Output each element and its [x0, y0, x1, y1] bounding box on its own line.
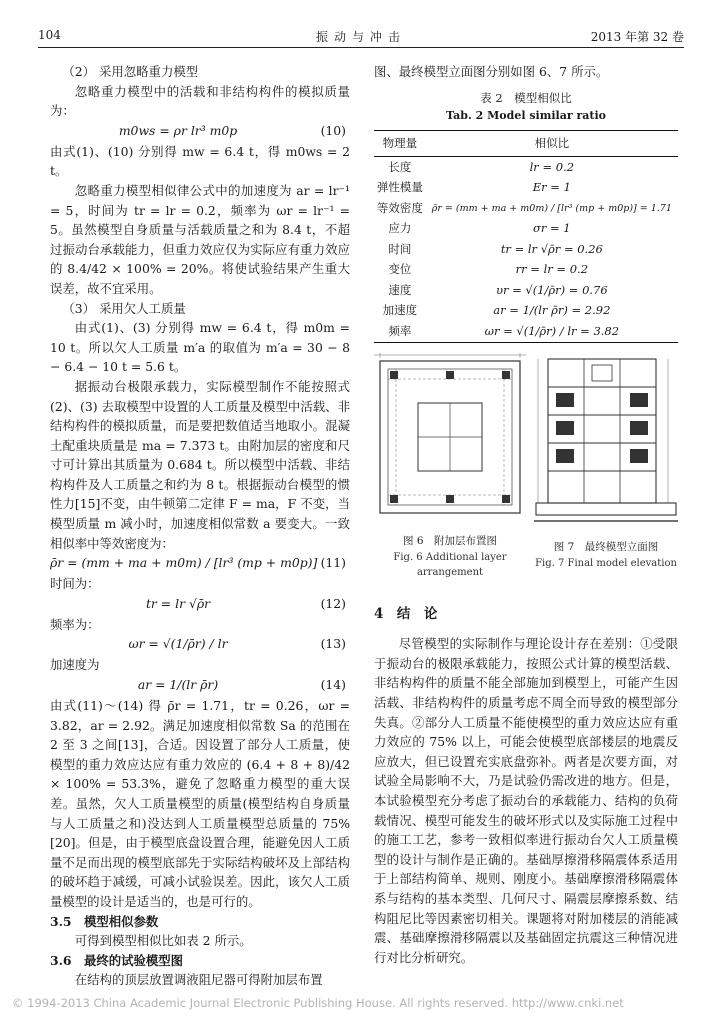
figure-7-caption-en: Fig. 7 Final model elevation — [535, 557, 677, 569]
copyright-footer: © 1994-2013 China Academic Journal Electronic Publishing House. All rights reserved. http://www.cnki.net — [12, 996, 624, 1010]
journal-name: 振动与冲击 — [315, 30, 406, 44]
table-row — [374, 321, 678, 342]
similarity-table — [374, 130, 678, 343]
figure-7 — [534, 353, 678, 572]
equation-number: (13) — [320, 636, 346, 652]
table-cell-ratio: tr = lr √ρ̄r = 0.26 — [500, 241, 603, 256]
table-row — [374, 301, 678, 322]
equation-14 — [50, 675, 350, 696]
table-header: 相似比 — [426, 130, 678, 157]
table-cell-quantity: 变位 — [388, 262, 412, 277]
header-rule — [38, 47, 684, 48]
equation-11 — [50, 553, 350, 574]
equation-label: 时间为： — [50, 576, 100, 592]
figure-6-caption-cn: 图 6 附加层布置图 — [402, 535, 498, 548]
page-number: 104 — [38, 28, 61, 42]
table-row — [374, 280, 678, 301]
table-cell-ratio: Er = 1 — [532, 180, 571, 195]
table-row — [374, 198, 678, 219]
subsection-title: （3） 采用欠人工质量 — [62, 300, 186, 316]
final-model-elevation-drawing — [534, 353, 678, 529]
figure-7-caption — [534, 540, 678, 571]
equation-number: (14) — [320, 677, 346, 693]
additional-layer-plan-drawing — [374, 353, 526, 523]
section-title-3-5: 3.5 模型相似参数 — [50, 913, 159, 929]
conclusion-paragraph: 尽管模型的实际制作与理论设计存在差别：①受限于振动台的极限承载能力，按照公式计算的模型活载、非结构构件的质量不能全部施加到模型上，可能产生因活载、非结构构件的质量考虑不周全而导致的模型部分失真。②部分人工质量不能使模型的重力效应达应有重力效应的 75% 以上，可能会使模型底部楼层的地震反应放大，但已设置充实底盘弥补。两者是次要方面，对试验全局影响不大，乃是试验仍需改进的地方。但是，本试验模型充分考虑了振动台的承载能力、结构的负荷载情况、模型可能发生的破坏形式以及实际施工过程中的施工工艺，参考一致相似率进行振动台欠人工质量模型的设计与制作是正确的。基础厚擦滑移隔震体系适用于上部结构简单、规则、刚度小。基础摩擦滑移隔震体系与结构的基本类型、几何尺寸、隔震层摩擦系数、结构阻尼比等因素密切相关。课题将对附加楼层的消能减震、基础摩擦滑移隔震以及基础固定抗震这三种情况进行对比分析研究。 — [374, 636, 678, 965]
table-cell-ratio: lr = 0.2 — [529, 159, 575, 174]
equation-12 — [50, 594, 350, 615]
paragraph: 据振动台极限承载力，实际模型制作不能按照式(2)、(3) 去取模型中设置的人工质量及模型中活载、非结构构件的模拟质量，而是要把数值适当地取小。混凝土配重块质量是 ma = 7.373 t。由附加层的密度和尺寸可计算出其质量为 0.684 t。所以模型中活载、非结构构件及人工质量之和约为 8 t。根据振动台模型的惯性力[15]不变，由牛顿第二定律 F = ma，F 不变，当模型质量 m 减小时，加速度相似常数 a 要变大。一致相似率中等效密度为： — [50, 378, 350, 551]
table-cell-quantity: 速度 — [388, 282, 412, 297]
section-title-4: 4 结 论 — [374, 605, 438, 622]
equation-body: m0ws = ρr lr³ m0p — [118, 122, 238, 138]
table-row — [374, 219, 678, 240]
subsection-title: （2） 采用忽略重力模型 — [62, 64, 199, 79]
equation-label: 频率为： — [50, 616, 100, 632]
equation-label: 加速度为 — [50, 657, 100, 673]
issue-info: 2013 年第 32 卷 — [590, 30, 684, 44]
paragraph: 在结构的顶层放置调液阻尼器可得附加层布置 — [74, 972, 323, 988]
paragraph: 由式(11)～(14) 得 ρ̄r = 1.71，tr = 0.26，ωr = 3.82，ar = 2.92。满足加速度相似常数 Sa 的范围在 2 至 3 之间[13]，合适。因设置了部分人工质量，使模型的重力效应达应有重力效应的 (6.4 + 8 + 8)/42 × 100% = 53.3%，避免了忽略重力模型的重大误差。虽然，欠人工质量模型的质量(模型结构自身质量与人工质量之和)没达到人工质量模型总质量的 75%[20]。但是，由于模型底盘设置合理，能避免因人工质量不足而出现的模型底部先于实际结构破坏及上部结构的破坏趋于减缓，可减小试验误差。因此，该欠人工质量模型的设计是适当的，也是可行的。 — [50, 698, 350, 909]
equation-number: (12) — [320, 595, 346, 611]
equation-body: ar = 1/(lr ρ̄r) — [137, 677, 219, 693]
table-cell-quantity: 频率 — [374, 321, 426, 342]
equation-number: (10) — [320, 122, 346, 138]
paragraph: 图、最终模型立面图分别如图 6、7 所示。 — [374, 64, 609, 79]
table-row — [374, 260, 678, 281]
table-caption-cn: 表 2 模型相似比 — [480, 90, 572, 105]
paragraph: 忽略重力模型中的活载和非结构构件的模拟质量为： — [50, 83, 350, 119]
equation-body: ρ̄r = (mm + ma + m0m) / [lr³ (mp + m0p)] — [50, 555, 318, 571]
table-cell-quantity: 应力 — [388, 221, 412, 236]
equation-body: tr = lr √ρ̄r — [145, 595, 211, 611]
figure-6-caption-en: Fig. 6 Additional layer arrangement — [393, 551, 507, 579]
equation-10 — [50, 121, 350, 142]
right-column — [374, 62, 678, 967]
figure-6-caption — [374, 534, 526, 581]
table-row — [374, 178, 678, 199]
table-cell-ratio: rr = lr = 0.2 — [515, 262, 589, 277]
section-title-3-6: 3.6 最终的试验模型图 — [50, 952, 184, 968]
table-cell-ratio: σr = 1 — [533, 221, 571, 236]
paragraph: 忽略重力模型相似律公式中的加速度为 ar = lr⁻¹ = 5，时间为 tr = lr = 0.2，频率为 ωr = lr⁻¹ = 5。虽然模型自身质量与活载质量之和为 8.4 t，不超过振动台承载能力，但重力效应仅为实际应有重力效应的 8.4/42 × 100% = 20%。将使试验结果产生重大误差，故不宜采用。 — [50, 182, 350, 296]
table-cell-ratio: ρ̄r = (mm + ma + m0m) / [lr³ (mp + m0p)] = 1.71 — [431, 202, 672, 214]
table-cell-ratio: ar = 1/(lr ρ̄r) = 2.92 — [493, 303, 611, 318]
table-row — [374, 239, 678, 260]
table-row — [374, 157, 678, 178]
table-cell-ratio: υr = √(1/ρ̄r) = 0.76 — [495, 282, 608, 297]
paragraph: 由式(1)、(3) 分别得 mw = 6.4 t，得 m0m = 10 t。所以欠人工质量 m′a 的取值为 m′a = 30 − 8 − 6.4 − 10 t = 5.6 t。 — [50, 320, 350, 375]
equation-body: ωr = √(1/ρ̄r) / lr — [128, 636, 228, 652]
running-header — [38, 28, 684, 46]
table-cell-quantity: 长度 — [388, 159, 412, 174]
equation-13 — [50, 634, 350, 655]
equation-number: (11) — [320, 555, 346, 571]
table-cell-ratio: ωr = √(1/ρ̄r) / lr = 3.82 — [426, 321, 678, 342]
paragraph: 由式(1)、(10) 分别得 mw = 6.4 t，得 m0ws = 2 t。 — [50, 143, 350, 179]
table-header: 物理量 — [374, 130, 426, 157]
table-cell-quantity: 加速度 — [382, 303, 418, 318]
figure-7-caption-cn: 图 7 最终模型立面图 — [553, 541, 659, 554]
table-caption-en: Tab. 2 Model similar ratio — [446, 108, 606, 122]
table-caption — [374, 90, 678, 124]
table-cell-quantity: 等效密度 — [376, 200, 423, 215]
paragraph: 可得到模型相似比如表 2 所示。 — [74, 933, 252, 949]
left-column — [50, 62, 350, 990]
figures-row — [374, 353, 678, 597]
table-cell-quantity: 弹性模量 — [376, 180, 423, 195]
figure-6 — [374, 353, 526, 581]
table-cell-quantity: 时间 — [388, 241, 412, 256]
